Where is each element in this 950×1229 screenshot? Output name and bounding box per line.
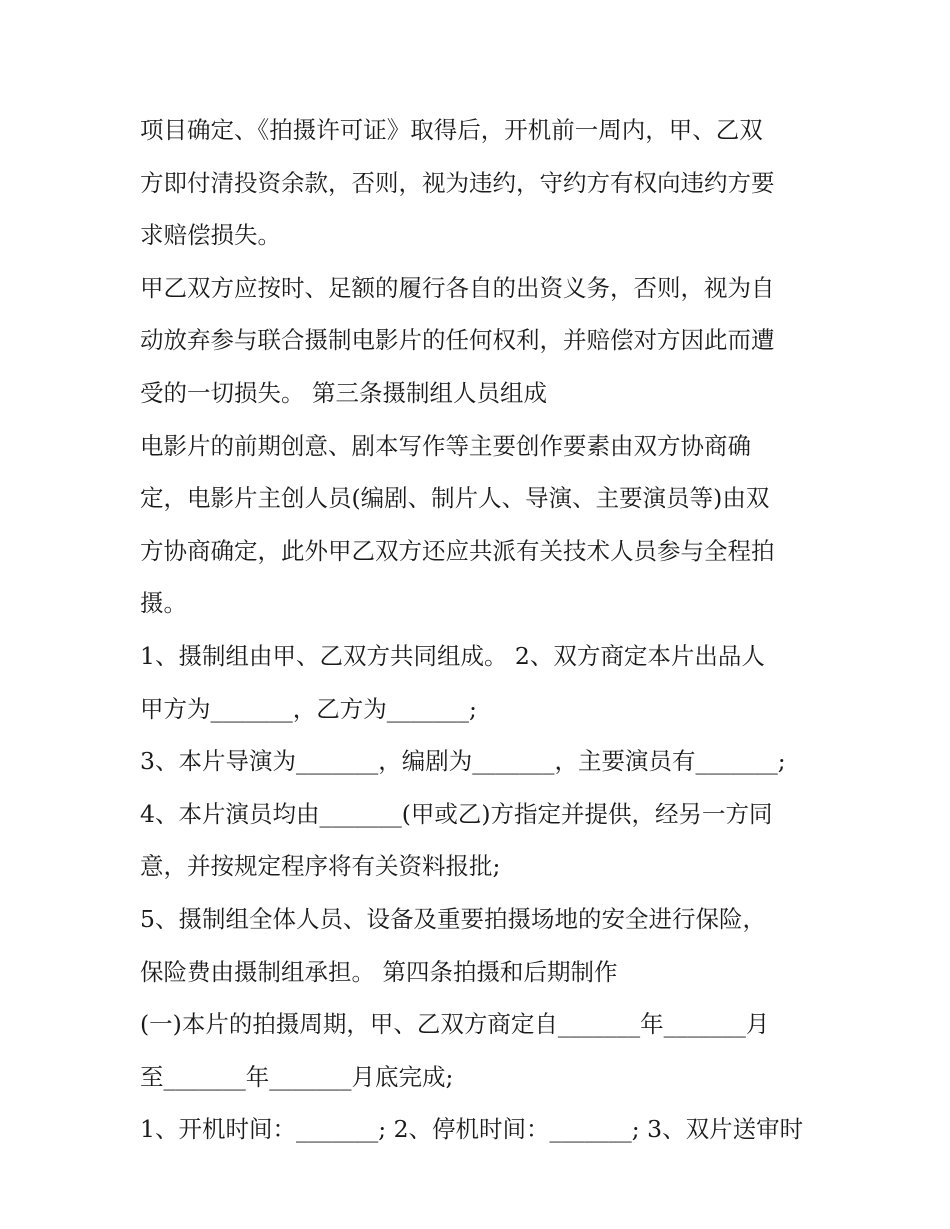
- text-line: 甲乙双方应按时、足额的履行各自的出资义务，否则，视为自: [140, 273, 775, 302]
- text-line: 4、本片演员均由_______(甲或乙)方指定并提供，经另一方同: [140, 799, 773, 828]
- text-line: 1、开机时间：_______; 2、停机时间：_______; 3、双片送审时: [140, 1115, 804, 1144]
- text-line: 摄。: [140, 589, 187, 618]
- text-line: 至_______年_______月底完成;: [140, 1062, 454, 1091]
- contract-text-body: [140, 104, 820, 1156]
- text-line: 甲方为_______，乙方为_______;: [140, 694, 477, 723]
- text-line: 定，电影片主创人员(编剧、制片人、导演、主要演员等)由双: [140, 484, 770, 513]
- text-line: 意，并按规定程序将有关资料报批;: [140, 852, 501, 881]
- text-line: 求赔偿损失。: [140, 221, 281, 250]
- text-line: (一)本片的拍摄周期，甲、乙双方商定自_______年_______月: [140, 1010, 770, 1039]
- text-line: 方协商确定，此外甲乙双方还应共派有关技术人员参与全程拍: [140, 536, 775, 565]
- text-line: 方即付清投资余款，否则，视为违约，守约方有权向违约方要: [140, 168, 775, 197]
- text-line: 项目确定、《拍摄许可证》取得后，开机前一周内，甲、乙双: [140, 116, 763, 144]
- text-line: 5、摄制组全体人员、设备及重要拍摄场地的安全进行保险，: [140, 904, 766, 933]
- text-line: 动放弃参与联合摄制电影片的任何权利，并赔偿对方因此而遭: [140, 326, 775, 355]
- text-line: 保险费由摄制组承担。 第四条拍摄和后期制作: [140, 957, 618, 986]
- text-line: 受的一切损失。 第三条摄制组人员组成: [140, 378, 547, 407]
- text-line: 1、摄制组由甲、乙双方共同组成。 2、双方商定本片出品人: [140, 641, 765, 670]
- text-line: 电影片的前期创意、剧本写作等主要创作要素由双方协商确: [140, 431, 751, 460]
- text-line: 3、本片导演为_______，编剧为_______，主要演员有_______;: [140, 747, 786, 776]
